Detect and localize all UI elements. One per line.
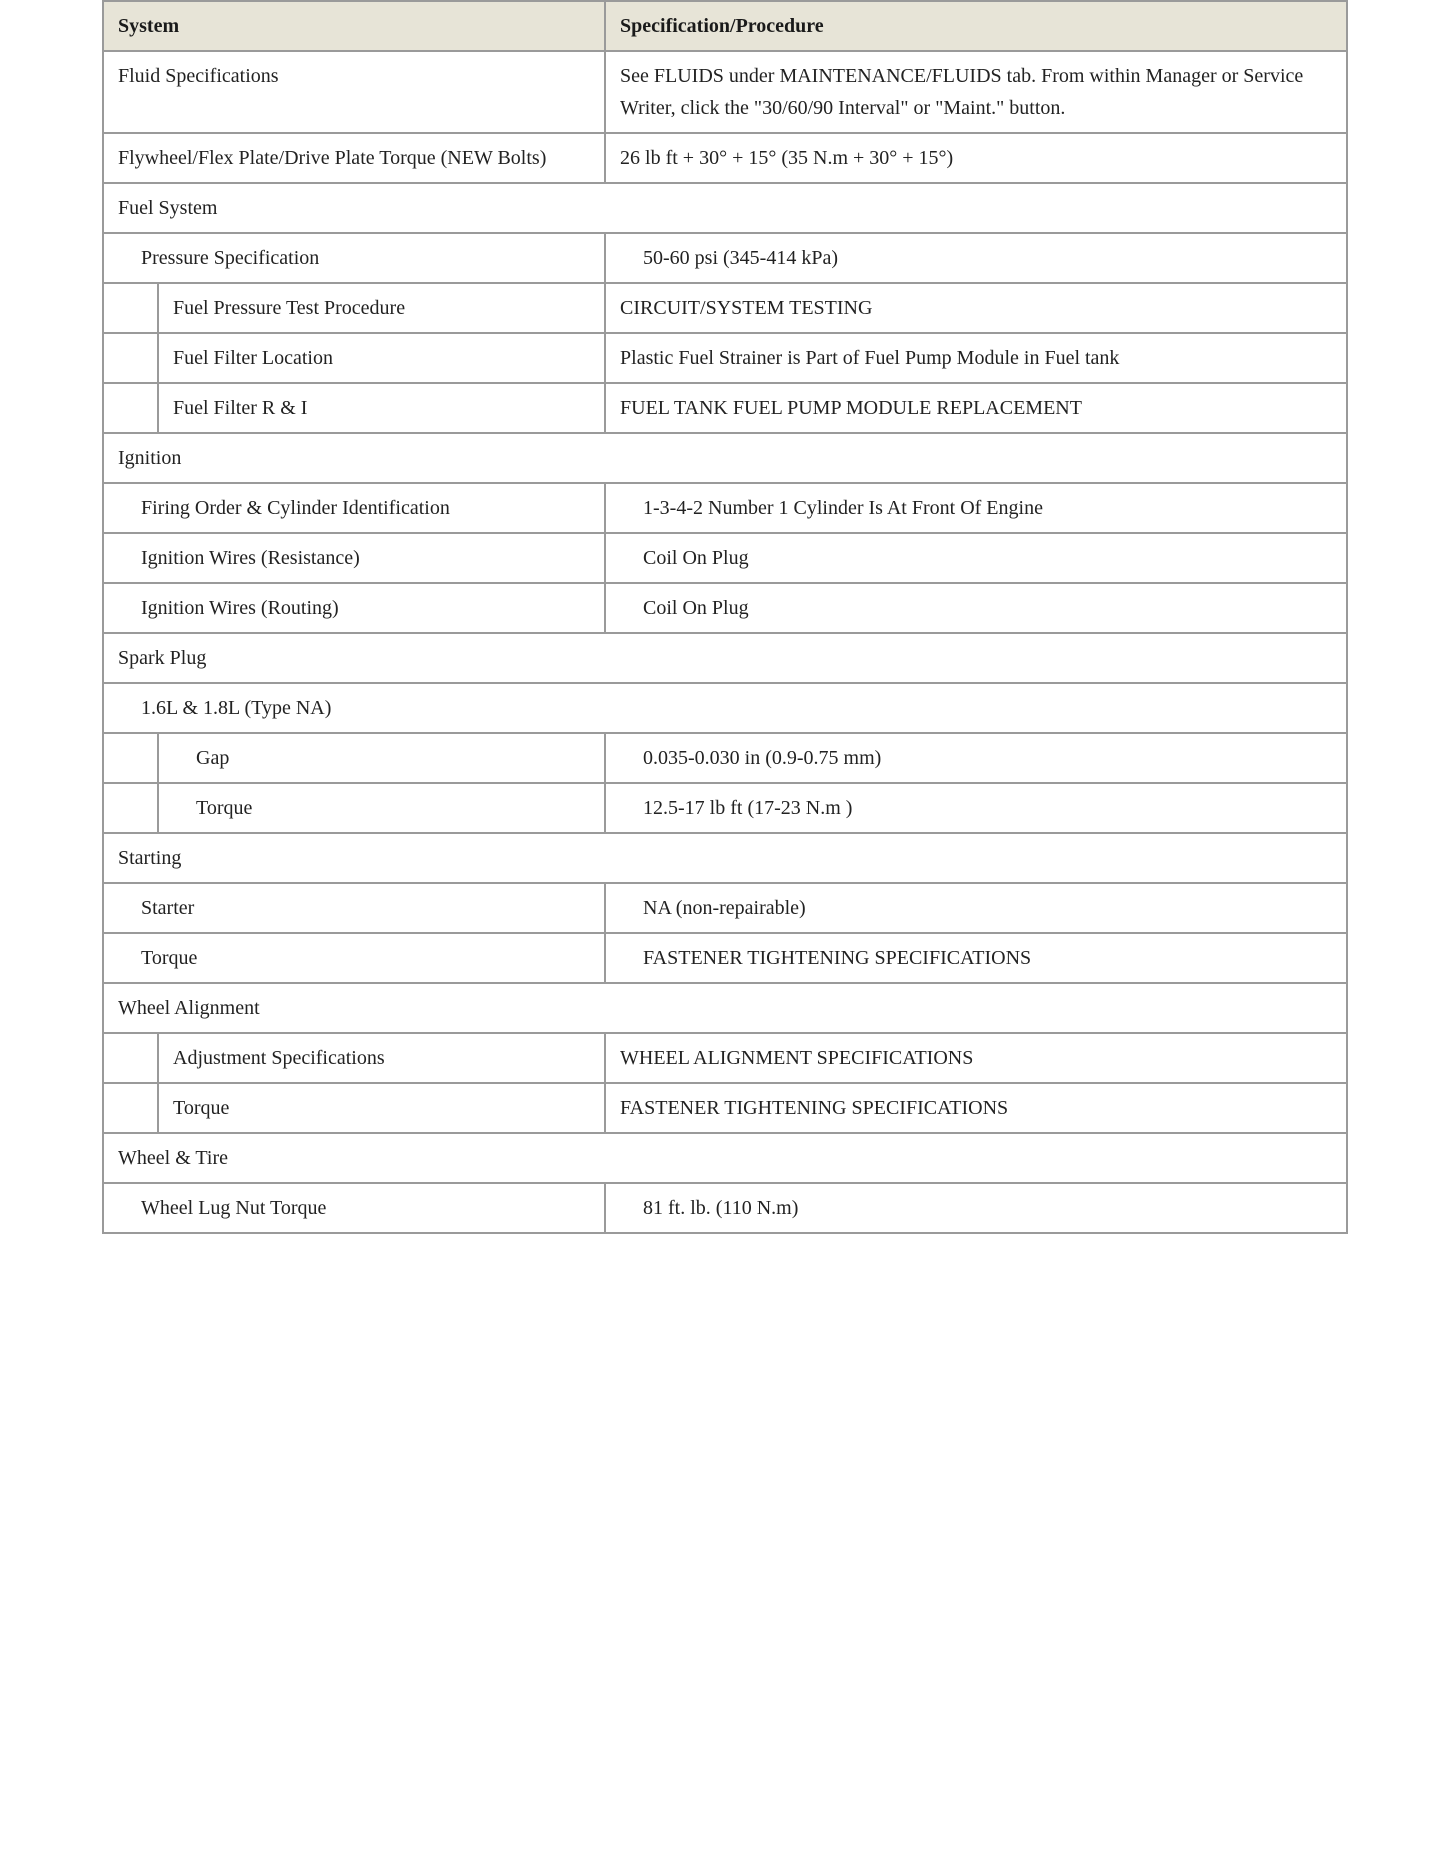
table-row	[103, 483, 1347, 533]
specification-cell: CIRCUIT/SYSTEM TESTING	[605, 283, 1347, 333]
system-cell: Gap	[158, 733, 605, 783]
system-cell: Torque	[158, 1083, 605, 1133]
table-row	[103, 1083, 1347, 1133]
indent-cell	[103, 783, 158, 833]
indent-cell	[103, 1083, 158, 1133]
section-label: Starting	[103, 833, 1347, 883]
table-row	[103, 383, 1347, 433]
system-cell: Firing Order & Cylinder Identification	[103, 483, 605, 533]
specification-cell: 81 ft. lb. (110 N.m)	[605, 1183, 1347, 1233]
table-row	[103, 783, 1347, 833]
system-cell: Flywheel/Flex Plate/Drive Plate Torque (NEW Bolts)	[103, 133, 605, 183]
indent-cell	[103, 383, 158, 433]
specification-table	[102, 0, 1348, 1234]
table-row	[103, 733, 1347, 783]
header-row	[103, 1, 1347, 51]
table-header	[103, 1, 1347, 51]
specification-cell: 12.5-17 lb ft (17-23 N.m )	[605, 783, 1347, 833]
specification-cell: Coil On Plug	[605, 583, 1347, 633]
section-label: Fuel System	[103, 183, 1347, 233]
specification-cell: See FLUIDS under MAINTENANCE/FLUIDS tab. From within Manager or Service Writer, click the "30/60/90 Interval" or "Maint." button.	[605, 51, 1347, 133]
system-cell: Ignition Wires (Resistance)	[103, 533, 605, 583]
header-system: System	[103, 1, 605, 51]
specification-cell: NA (non-repairable)	[605, 883, 1347, 933]
table-row	[103, 933, 1347, 983]
table-row	[103, 1183, 1347, 1233]
specification-cell: FASTENER TIGHTENING SPECIFICATIONS	[605, 933, 1347, 983]
system-cell: Ignition Wires (Routing)	[103, 583, 605, 633]
specification-cell: 1-3-4-2 Number 1 Cylinder Is At Front Of Engine	[605, 483, 1347, 533]
table-row	[103, 133, 1347, 183]
section-row	[103, 433, 1347, 483]
system-cell: Fluid Specifications	[103, 51, 605, 133]
specification-cell: 50-60 psi (345-414 kPa)	[605, 233, 1347, 283]
system-cell: Torque	[103, 933, 605, 983]
section-label: Wheel & Tire	[103, 1133, 1347, 1183]
system-cell: Fuel Filter R & I	[158, 383, 605, 433]
section-row	[103, 633, 1347, 683]
specification-cell: 26 lb ft + 30° + 15° (35 N.m + 30° + 15°)	[605, 133, 1347, 183]
system-cell: Torque	[158, 783, 605, 833]
table-row	[103, 333, 1347, 383]
specification-cell: 0.035-0.030 in (0.9-0.75 mm)	[605, 733, 1347, 783]
indent-cell	[103, 1033, 158, 1083]
specification-cell: Plastic Fuel Strainer is Part of Fuel Pump Module in Fuel tank	[605, 333, 1347, 383]
table-row	[103, 883, 1347, 933]
indent-cell	[103, 283, 158, 333]
system-cell: Fuel Pressure Test Procedure	[158, 283, 605, 333]
section-label: 1.6L & 1.8L (Type NA)	[103, 683, 1347, 733]
table-row	[103, 51, 1347, 133]
system-cell: Fuel Filter Location	[158, 333, 605, 383]
section-row	[103, 683, 1347, 733]
section-row	[103, 183, 1347, 233]
system-cell: Wheel Lug Nut Torque	[103, 1183, 605, 1233]
table-row	[103, 283, 1347, 333]
system-cell: Adjustment Specifications	[158, 1033, 605, 1083]
specification-cell: FUEL TANK FUEL PUMP MODULE REPLACEMENT	[605, 383, 1347, 433]
section-row	[103, 983, 1347, 1033]
table-row	[103, 233, 1347, 283]
section-row	[103, 833, 1347, 883]
table-row	[103, 533, 1347, 583]
indent-cell	[103, 333, 158, 383]
system-cell: Starter	[103, 883, 605, 933]
header-specification: Specification/Procedure	[605, 1, 1347, 51]
indent-cell	[103, 733, 158, 783]
specification-cell: WHEEL ALIGNMENT SPECIFICATIONS	[605, 1033, 1347, 1083]
specification-cell: Coil On Plug	[605, 533, 1347, 583]
table-row	[103, 1033, 1347, 1083]
section-label: Wheel Alignment	[103, 983, 1347, 1033]
table-row	[103, 583, 1347, 633]
specification-cell: FASTENER TIGHTENING SPECIFICATIONS	[605, 1083, 1347, 1133]
section-label: Ignition	[103, 433, 1347, 483]
section-row	[103, 1133, 1347, 1183]
section-label: Spark Plug	[103, 633, 1347, 683]
system-cell: Pressure Specification	[103, 233, 605, 283]
table-body	[103, 51, 1347, 1233]
